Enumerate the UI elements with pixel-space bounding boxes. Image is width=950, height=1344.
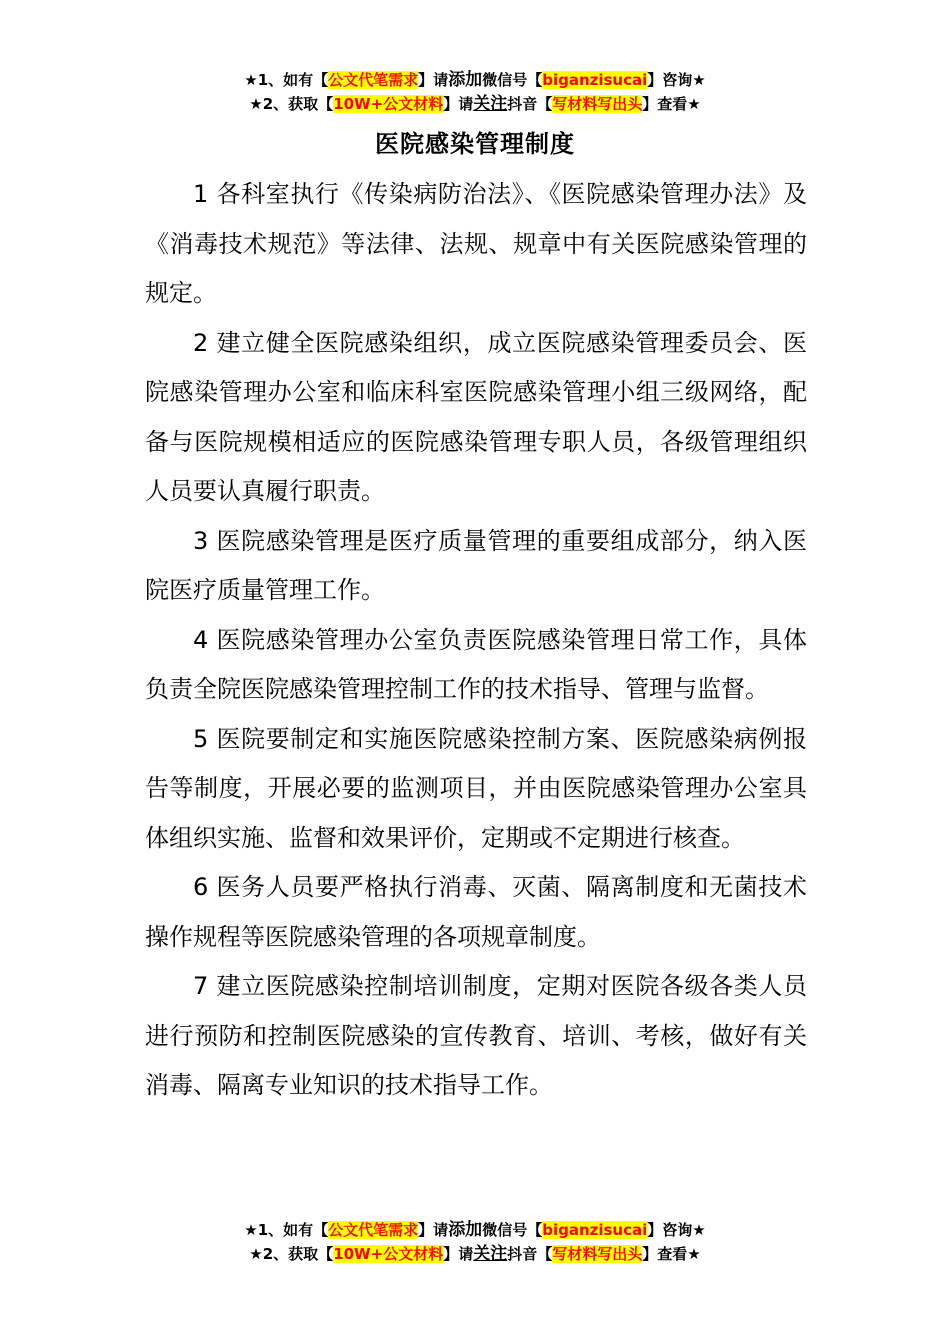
banner-highlight: 10W+公文材料 [333,95,444,113]
banner-text: ★1、如有【 [244,1221,329,1239]
banner-emphasis: 添加 [448,1220,483,1240]
banner-text: 微信号【 [482,1221,543,1239]
banner-line-1 [0,1218,950,1242]
paragraph: 3 医院感染管理是医疗质量管理的重要组成部分，纳入医院医疗质量管理工作。 [145,526,807,604]
banner-text: 】查看★ [642,1245,701,1263]
banner-emphasis: 添加 [448,70,483,90]
banner-highlight: 公文代笔需求 [328,1221,419,1239]
banner-text: ★2、获取【 [249,95,334,113]
banner-text: 】请 [443,95,474,113]
banner-text: 】咨询★ [647,1221,706,1239]
banner-text: 】请 [418,1221,449,1239]
banner-text: 抖音【 [507,1245,553,1263]
top-banner [0,68,950,116]
banner-text: 】咨询★ [647,71,706,89]
banner-highlight: 公文代笔需求 [328,71,419,89]
bottom-banner [0,1218,950,1266]
paragraph: 7 建立医院感染控制培训制度，定期对医院各级各类人员进行预防和控制医院感染的宣传教育、培训、考核，做好有关消毒、隔离专业知识的技术指导工作。 [145,972,807,1099]
banner-text: 】查看★ [642,95,701,113]
banner-highlight: biganzisucai [542,1221,648,1239]
banner-highlight: 写材料写出头 [552,1245,643,1263]
banner-text: 】请 [418,71,449,89]
banner-emphasis: 关注 [473,94,508,114]
banner-text: 】请 [443,1245,474,1263]
banner-highlight: 写材料写出头 [552,95,643,113]
paragraph: 6 医务人员要严格执行消毒、灭菌、隔离制度和无菌技术操作规程等医院感染管理的各项规章制度。 [145,873,807,951]
banner-line-1 [0,68,950,92]
banner-emphasis: 关注 [473,1244,508,1264]
paragraph: 1 各科室执行《传染病防治法》、《医院感染管理办法》及《消毒技术规范》等法律、法规、规章中有关医院感染管理的规定。 [145,180,807,307]
paragraph: 2 建立健全医院感染组织，成立医院感染管理委员会、医院感染管理办公室和临床科室医院感染管理小组三级网络，配备与医院规模相适应的医院感染管理专职人员，各级管理组织人员要认真履行职责。 [145,328,807,505]
banner-text: 微信号【 [482,71,543,89]
banner-line-2 [0,1242,950,1266]
paragraph: 5 医院要制定和实施医院感染控制方案、医院感染病例报告等制度，开展必要的监测项目，并由医院感染管理办公室具体组织实施、监督和效果评价，定期或不定期进行核查。 [145,724,807,852]
banner-text: ★1、如有【 [244,71,329,89]
banner-highlight: biganzisucai [542,71,648,89]
banner-highlight: 10W+公文材料 [333,1245,444,1263]
paragraph: 4 医院感染管理办公室负责医院感染管理日常工作，具体负责全院医院感染管理控制工作的技术指导、管理与监督。 [145,625,807,703]
banner-text: ★2、获取【 [249,1245,334,1263]
banner-line-2 [0,92,950,116]
banner-text: 抖音【 [507,95,553,113]
document-body [145,170,807,1111]
document-title: 医院感染管理制度 [375,130,575,158]
